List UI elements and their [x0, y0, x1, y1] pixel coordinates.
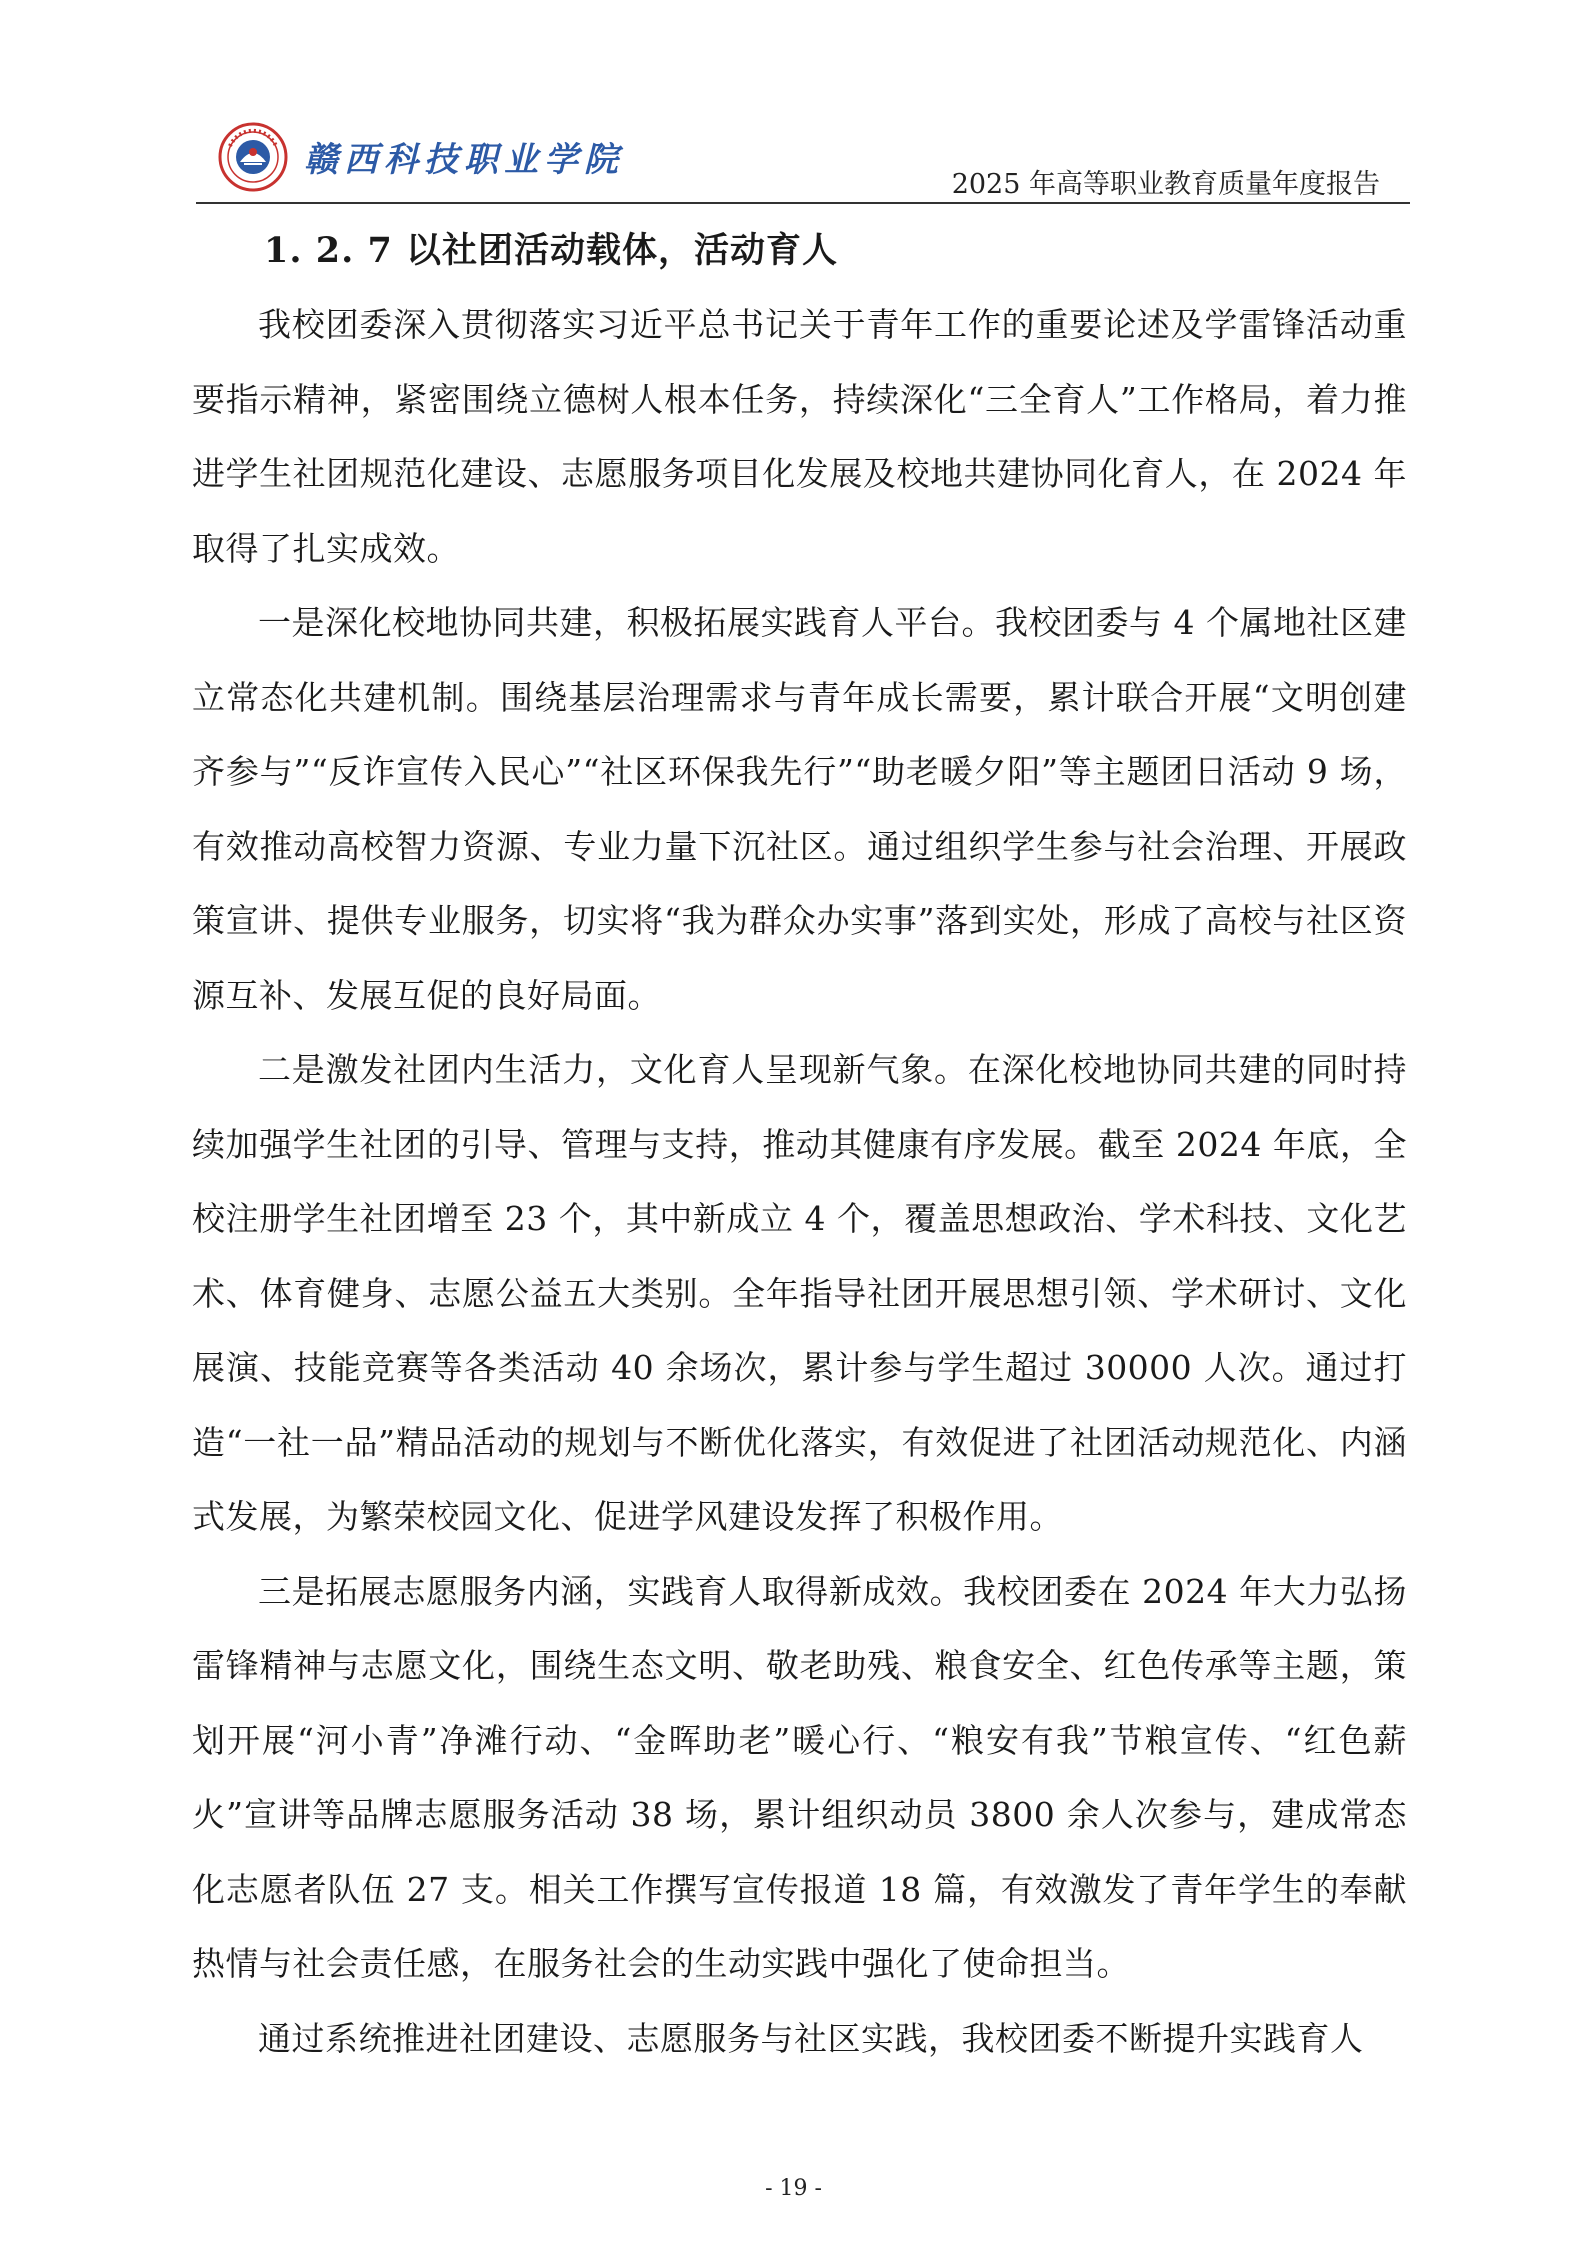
paragraph: 三是拓展志愿服务内涵，实践育人取得新成效。我校团委在 2024 年大力弘扬雷锋精神与志愿文化，围绕生态文明、敬老助残、粮食安全、红色传承等主题，策划开展“河小青”净滩行动、“金晖助老”暖心行、“粮安有我”节粮宣传、“红色薪火”宣讲等品牌志愿服务活动 38 场，累计组织动员 3800 余人次参与，建成常态化志愿者队伍 27 支。相关工作撰写宣传报道 18 篇，有效激发了青年学生的奉献热情与社会责任感，在服务社会的生动实践中强化了使命担当。	[192, 1571, 1407, 1983]
school-name: 赣西科技职业学院	[304, 140, 624, 180]
report-title: 2025 年高等职业教育质量年度报告	[951, 169, 1380, 200]
paragraph: 二是激发社团内生活力，文化育人呈现新气象。在深化校地协同共建的同时持续加强学生社团的引导、管理与支持，推动其健康有序发展。截至 2024 年底，全校注册学生社团增至 23 个，其中新成立 4 个，覆盖思想政治、学术科技、文化艺术、体育健身、志愿公益五大类别。全年指导社团开展思想引领、学术研讨、文化展演、技能竞赛等各类活动 40 余场次，累计参与学生超过 30000 人次。通过打造“一社一品”精品活动的规划与不断优化落实，有效促进了社团活动规范化、内涵式发展，为繁荣校园文化、促进学风建设发挥了积极作用。	[192, 1050, 1407, 1536]
paragraph: 一是深化校地协同共建，积极拓展实践育人平台。我校团委与 4 个属地社区建立常态化共建机制。围绕基层治理需求与青年成长需要，累计联合开展“文明创建齐参与”“反诈宣传入民心”“社区环保我先行”“助老暖夕阳”等主题团日活动 9 场，有效推动高校智力资源、专业力量下沉社区。通过组织学生参与社会治理、开展政策宣讲、提供专业服务，切实将“我为群众办实事”落到实处，形成了高校与社区资源互补、发展互促的良好局面。	[192, 603, 1407, 1015]
section-heading: 1. 2. 7 以社团活动载体，活动育人	[264, 230, 838, 271]
page-content	[192, 214, 1407, 2076]
page-header	[218, 118, 1410, 204]
page-number: - 19 -	[765, 2176, 822, 2201]
paragraph: 通过系统推进社团建设、志愿服务与社区实践，我校团委不断提升实践育人	[258, 2018, 1364, 2058]
college-seal-logo-icon	[218, 122, 288, 192]
paragraph: 我校团委深入贯彻落实习近平总书记关于青年工作的重要论述及学雷锋活动重要指示精神，紧密围绕立德树人根本任务，持续深化“三全育人”工作格局，着力推进学生社团规范化建设、志愿服务项目化发展及校地共建协同化育人，在 2024 年取得了扎实成效。	[192, 305, 1407, 568]
header-divider	[196, 202, 1410, 204]
